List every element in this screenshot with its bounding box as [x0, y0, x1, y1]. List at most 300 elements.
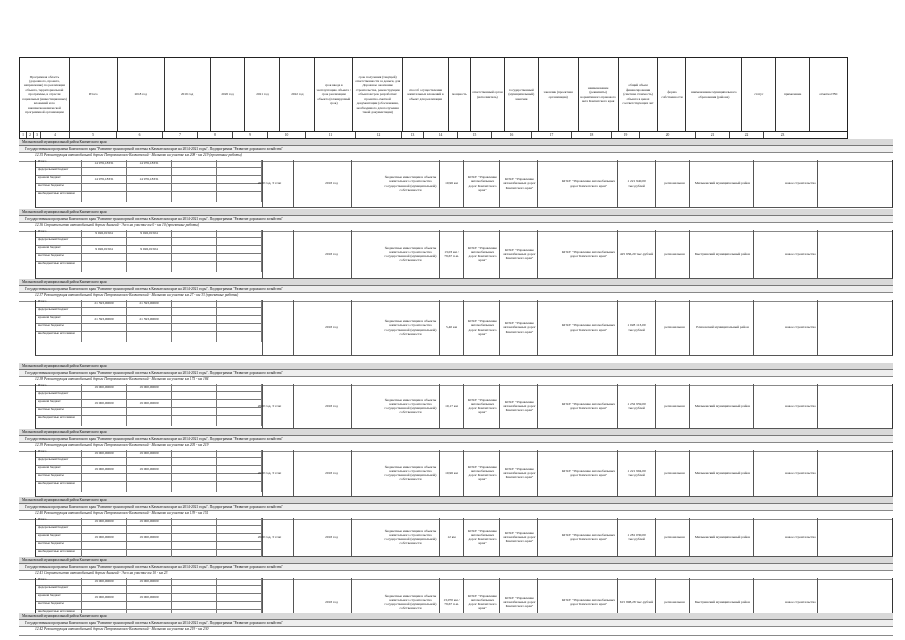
financing-row — [36, 602, 262, 610]
financing-2018 — [127, 602, 172, 609]
header-cell: статус — [742, 58, 776, 131]
financing-label: Итого — [36, 450, 82, 457]
status-cell: новое строительство — [784, 160, 818, 207]
financing-row — [36, 578, 262, 586]
header-cell: 2018 год — [118, 58, 165, 131]
column-number: 19 — [612, 132, 640, 138]
program-band: Государственная программа Камчатского края "Развитие транспортной системы в Камчатском крае на 2014-2021 годы". Подпрограмма "Развитие дорожного хозяйства" — [19, 564, 893, 571]
term-cell: 2020 год, 3 этап — [246, 450, 294, 496]
total-cost-cell: 1 232 959,00 тыс.рублей — [618, 384, 656, 428]
customer-org-cell: КГКУ "Управление автомобильных дорог Камчатского края" — [502, 578, 538, 626]
region-band: Мильковский муниципальный район Камчатского края — [19, 497, 893, 504]
financing-row — [36, 466, 262, 474]
financing-2018 — [127, 184, 172, 191]
financing-row — [36, 416, 262, 426]
financing-label: федеральный бюджет — [36, 526, 82, 533]
financing-2019 — [172, 602, 217, 609]
financing-label: Итого — [36, 300, 82, 307]
financing-label: Итого — [36, 578, 82, 585]
financing-total — [82, 392, 127, 399]
project-title: 12.35 Реконструкция автомобильной дороги Петропавловск-Камчатский - Мильково на участке км 208 - км 219 (проектные работы) — [19, 153, 893, 162]
investment-method-cell: бюджетные инвестиции в объекты капитального строительства государственной (муниципальной) собственности — [382, 384, 440, 428]
project-body — [35, 384, 893, 429]
financing-2019 — [172, 542, 217, 549]
financing-label: внебюджетные источники — [36, 550, 82, 560]
total-cost-cell: 1 221 940,00 тыс.рублей — [618, 160, 656, 207]
financing-total: 19 000,00000 — [82, 578, 127, 585]
financing-total — [82, 408, 127, 415]
financing-label: краевой бюджет — [36, 534, 82, 541]
total-cost-cell: 615 998,28 тыс.рублей — [618, 578, 656, 626]
project-title: 12.37 Реконструкция автомобильной дороги Петропавловск-Камчатский - Мильково на участке км 27 - км 33 (проектные работы) — [19, 293, 893, 302]
financing-total — [82, 238, 127, 245]
financing-label: федеральный бюджет — [36, 586, 82, 593]
financing-row — [36, 332, 262, 342]
project-section — [19, 613, 893, 636]
column-numbers-row — [19, 132, 848, 139]
financing-label: Итого — [36, 230, 82, 237]
design-year-cell: 2018 год — [312, 160, 352, 207]
column-number: 1 — [20, 132, 27, 138]
financing-2019 — [172, 534, 217, 541]
financing-2018: 19 000,00000 — [127, 594, 172, 601]
region-band: Мильковский муниципальный район Камчатского края — [19, 209, 893, 216]
header-cell: Итого — [70, 58, 118, 131]
financing-total — [82, 542, 127, 549]
financing-2018 — [127, 332, 172, 342]
financing-2019 — [172, 168, 217, 175]
customer-org-cell: КГКУ "Управление автомобильных дорог Камчатского края" — [502, 518, 538, 556]
column-number: 5 — [70, 132, 117, 138]
financing-label: местные бюджеты — [36, 184, 82, 191]
district-cell: Мильковский муниципальный район — [692, 384, 754, 428]
program-band: Государственная программа Камчатского края "Развитие транспортной системы в Камчатском крае на 2014-2021 годы". Подпрограмма "Развитие дорожного хозяйства" — [19, 620, 893, 627]
financing-row — [36, 246, 262, 254]
financing-2018 — [127, 526, 172, 533]
design-year-cell: 2018 год — [312, 578, 352, 626]
ownership-cell: региональная — [660, 578, 690, 626]
ownership-cell: региональная — [660, 518, 690, 556]
financing-label: краевой бюджет — [36, 316, 82, 323]
financing-total: 19 000,00000 — [82, 400, 127, 407]
financing-row — [36, 534, 262, 542]
financing-2018: 14 976,18331 — [127, 176, 172, 183]
region-band: Мильковский муниципальный район Камчатского края — [19, 139, 893, 146]
project-section — [19, 557, 893, 613]
financing-label: краевой бюджет — [36, 246, 82, 253]
program-band: Государственная программа Камчатского края "Развитие транспортной системы в Камчатском крае на 2014-2021 годы". Подпрограмма "Развитие дорожного хозяйства" — [19, 504, 893, 511]
financing-label: внебюджетные источники — [36, 416, 82, 426]
program-band: Государственная программа Камчатского края "Развитие транспортной системы в Камчатском крае на 2014-2021 годы". Подпрограмма "Развитие дорожного хозяйства" — [19, 286, 893, 293]
investment-method-cell: бюджетные инвестиции в объекты капитального строительства государственной (муниципальной) собственности — [382, 160, 440, 207]
project-body — [35, 450, 893, 497]
project-section — [19, 363, 893, 419]
design-year-cell: 2018 год — [312, 450, 352, 496]
financing-2019 — [172, 332, 217, 342]
legal-act-cell: КГКУ "Управление автомобильных дорог Камчатского края" — [560, 384, 618, 428]
financing-row — [36, 238, 262, 246]
financing-2018: 21 593,00000 — [127, 316, 172, 323]
financing-total: 14 976,18331 — [82, 176, 127, 183]
financing-label: Итого — [36, 384, 82, 391]
project-title: 12.41 Строительство автомобильной дороги Анавгай - Эссо на участке км 10 - км 23 — [19, 571, 893, 580]
financing-row — [36, 400, 262, 408]
financing-total — [82, 308, 127, 315]
investment-method-cell: бюджетные инвестиции в объекты капитального строительства государственной (муниципальной) собственности — [382, 230, 440, 278]
legal-act-cell: КГКУ "Управление автомобильных дорог Камчатского края" — [560, 518, 618, 556]
financing-total: 21 593,00000 — [82, 300, 127, 307]
financing-2018 — [127, 586, 172, 593]
capacity-cell: 10,96 км — [440, 160, 464, 207]
financing-row — [36, 594, 262, 602]
status-cell: новое строительство — [784, 518, 818, 556]
header-cell: форма собственности — [658, 58, 686, 131]
financing-label: местные бюджеты — [36, 602, 82, 609]
column-number: 13 — [402, 132, 424, 138]
financing-2019 — [172, 450, 217, 457]
project-section — [19, 429, 893, 485]
header-cell: 2020 год — [211, 58, 246, 131]
financing-total — [82, 474, 127, 481]
financing-total: 19 000,00000 — [82, 534, 127, 541]
responsible-org-cell: КГКУ "Управление автомобильных дорог Камчатского края" — [466, 518, 500, 556]
financing-label: внебюджетные источники — [36, 192, 82, 202]
financing-2018: 19 000,00000 — [127, 518, 172, 525]
financing-2019 — [172, 246, 217, 253]
financing-row — [36, 450, 262, 458]
column-number: 4 — [41, 132, 70, 138]
financing-2019 — [172, 254, 217, 261]
financing-total — [82, 526, 127, 533]
financing-2018 — [127, 416, 172, 426]
project-section — [19, 279, 893, 336]
investment-method-cell: бюджетные инвестиции в объекты капитального строительства государственной (муниципальной) собственности — [382, 578, 440, 626]
financing-total — [82, 586, 127, 593]
program-band: Государственная программа Камчатского края "Развитие транспортной системы в Камчатском крае на 2014-2021 годы". Подпрограмма "Развитие дорожного хозяйства" — [19, 436, 893, 443]
region-band: Мильковский муниципальный район Камчатского края — [19, 279, 893, 286]
responsible-org-cell: КГКУ "Управление автомобильных дорог Камчатского края" — [466, 230, 500, 278]
project-body — [35, 300, 893, 356]
financing-2019 — [172, 400, 217, 407]
total-cost-cell: 1 221 994,00 тыс.рублей — [618, 450, 656, 496]
financing-2019 — [172, 458, 217, 465]
column-number: 12 — [356, 132, 402, 138]
financing-2019 — [172, 176, 217, 183]
ownership-cell: региональная — [660, 450, 690, 496]
financing-row — [36, 384, 262, 392]
financing-2018: 19 000,00000 — [127, 578, 172, 585]
financing-row — [36, 482, 262, 492]
financing-2018 — [127, 542, 172, 549]
header-cell: мощность — [449, 58, 471, 131]
total-cost-cell: 425 936,20 тыс.рублей — [618, 230, 656, 278]
table-header — [19, 57, 848, 132]
financing-2019 — [172, 316, 217, 323]
financing-total — [82, 254, 127, 261]
financing-2019 — [172, 262, 217, 272]
financing-2019 — [172, 230, 217, 237]
financing-row — [36, 324, 262, 332]
financing-block — [36, 230, 263, 278]
financing-row — [36, 308, 262, 316]
project-body — [35, 518, 893, 557]
financing-2018 — [127, 408, 172, 415]
financing-label: местные бюджеты — [36, 408, 82, 415]
financing-2018 — [127, 192, 172, 202]
header-cell: государственный (муниципальный) заказчик — [505, 58, 539, 131]
status-cell: новое строительство — [784, 300, 818, 355]
financing-2018 — [127, 254, 172, 261]
capacity-cell: 5,40 км — [440, 300, 464, 355]
financing-row — [36, 176, 262, 184]
financing-2019 — [172, 160, 217, 167]
financing-total: 19 000,00000 — [82, 384, 127, 391]
financing-total — [82, 602, 127, 609]
financing-row — [36, 192, 262, 202]
financing-block — [36, 384, 263, 428]
financing-total — [82, 324, 127, 331]
region-band: Мильковский муниципальный район Камчатского края — [19, 429, 893, 436]
header-cell: наименование (реквизиты) нормативного правового акта Камчатского края — [579, 58, 619, 131]
financing-2019 — [172, 308, 217, 315]
district-cell: Быстринский муниципальный район — [692, 578, 754, 626]
column-number: 10 — [268, 132, 306, 138]
header-cell: срок ввода в эксплуатацию объекта / срок реализации объекта (планируемый срок) — [315, 58, 353, 131]
column-number: 3 — [34, 132, 41, 138]
financing-row — [36, 254, 262, 262]
financing-label: местные бюджеты — [36, 474, 82, 481]
financing-2018: 19 000,00000 — [127, 400, 172, 407]
financing-row — [36, 184, 262, 192]
header-cell: наименование муниципального образования (района) — [686, 58, 742, 131]
financing-2018 — [127, 392, 172, 399]
column-number: 7 — [163, 132, 198, 138]
financing-row — [36, 408, 262, 416]
financing-2018 — [127, 238, 172, 245]
financing-2019 — [172, 518, 217, 525]
financing-2018 — [127, 474, 172, 481]
financing-2018: 19 000,00000 — [127, 534, 172, 541]
region-band: Мильковский муниципальный район Камчатского края — [19, 613, 893, 620]
financing-total — [82, 262, 127, 272]
responsible-org-cell: КГКУ "Управление автомобильных дорог Камчатского края" — [466, 300, 500, 355]
column-number: 14 — [424, 132, 458, 138]
header-cell: 2019 год — [165, 58, 211, 131]
financing-label: краевой бюджет — [36, 594, 82, 601]
financing-row — [36, 168, 262, 176]
column-number: 16 — [492, 132, 532, 138]
financing-block — [36, 518, 263, 556]
project-title: 12.40 Реконструкция автомобильной дороги Петропавловск-Камчатский - Мильково на участке км 139 - км 151 — [19, 511, 893, 520]
term-cell: 2020 год, 3 этап — [246, 518, 294, 556]
project-title: 12.36 Строительство автомобильной дороги Анавгай - Эссо на участке км 0 - км 10 (проектные работы) — [19, 223, 893, 232]
ownership-cell: региональная — [660, 384, 690, 428]
financing-label: краевой бюджет — [36, 400, 82, 407]
column-number: 11 — [306, 132, 356, 138]
capacity-cell: 13,03 км / 79,67 п.м. — [440, 230, 464, 278]
header-cell: 2022 год — [280, 58, 315, 131]
financing-2018: 19 000,00000 — [127, 450, 172, 457]
design-year-cell: 2018 год — [312, 300, 352, 355]
financing-2018: 19 000,00000 — [127, 384, 172, 391]
financing-total — [82, 168, 127, 175]
capacity-cell: 13,070 км / 79,67 п.м. — [440, 578, 464, 626]
column-number: 2 — [27, 132, 34, 138]
financing-2018 — [127, 324, 172, 331]
financing-row — [36, 526, 262, 534]
financing-2019 — [172, 416, 217, 426]
status-cell: новое строительство — [784, 384, 818, 428]
term-cell: 2020 год, 3 этап — [246, 384, 294, 428]
financing-row — [36, 262, 262, 272]
region-band: Мильковский муниципальный район Камчатского края — [19, 363, 893, 370]
financing-total — [82, 192, 127, 202]
term-cell: 2020 год, 3 этап — [246, 160, 294, 207]
financing-total: 19 000,00000 — [82, 594, 127, 601]
financing-label: федеральный бюджет — [36, 308, 82, 315]
financing-label: Итого — [36, 518, 82, 525]
header-cell: примечание — [776, 58, 810, 131]
header-cell: отметка ГВС — [819, 92, 838, 97]
status-cell: новое строительство — [784, 578, 818, 626]
column-number: 17 — [532, 132, 572, 138]
financing-total: 9 026,01504 — [82, 246, 127, 253]
header-cell: заказчик (проектная организация) — [539, 58, 579, 131]
financing-2019 — [172, 586, 217, 593]
financing-label: федеральный бюджет — [36, 238, 82, 245]
term-cell — [246, 300, 294, 355]
financing-2019 — [172, 578, 217, 585]
financing-label: краевой бюджет — [36, 466, 82, 473]
financing-label: внебюджетные источники — [36, 482, 82, 492]
financing-2019 — [172, 466, 217, 473]
financing-label: местные бюджеты — [36, 324, 82, 331]
financing-row — [36, 474, 262, 482]
design-year-cell: 2018 год — [312, 230, 352, 278]
ownership-cell: региональная — [660, 160, 690, 207]
financing-2018: 9 026,01504 — [127, 246, 172, 253]
column-number: 22 — [730, 132, 764, 138]
customer-org-cell: КГКУ "Управление автомобильных дорог Камчатского края" — [502, 450, 538, 496]
project-title: 12.39 Реконструкция автомобильной дороги Петропавловск-Камчатский - Мильково на участке км 205 - км 219 — [19, 443, 893, 452]
responsible-org-cell: КГКУ "Управление автомобильных дорог Камчатского края" — [466, 384, 500, 428]
financing-label: федеральный бюджет — [36, 168, 82, 175]
financing-block — [36, 160, 263, 207]
financing-row — [36, 230, 262, 238]
financing-total — [82, 332, 127, 342]
financing-2019 — [172, 324, 217, 331]
program-band: Государственная программа Камчатского края "Развитие транспортной системы в Камчатском крае на 2014-2021 годы". Подпрограмма "Развитие дорожного хозяйства" — [19, 146, 893, 153]
column-number: 23 — [780, 133, 785, 137]
financing-2018 — [127, 308, 172, 315]
financing-2018 — [127, 458, 172, 465]
customer-org-cell: КГКУ "Управление автомобильных дорог Камчатского края" — [502, 300, 538, 355]
financing-row — [36, 300, 262, 308]
column-number: 15 — [458, 132, 492, 138]
status-cell: новое строительство — [784, 450, 818, 496]
financing-2019 — [172, 192, 217, 202]
legal-act-cell: КГКУ "Управление автомобильных дорог Камчатского края" — [560, 230, 618, 278]
project-title: 12.42 Реконструкция автомобильной дороги Петропавловск-Камчатский - Мильково на участке км 219 - км 230 — [19, 627, 893, 636]
financing-2019 — [172, 594, 217, 601]
header-cell: способ осуществления капитальных вложений в объект для реализации — [403, 58, 449, 131]
investment-method-cell: бюджетные инвестиции в объекты капитального строительства государственной (муниципальной) собственности — [382, 450, 440, 496]
ownership-cell: региональная — [660, 230, 690, 278]
financing-2018: 14 976,18331 — [127, 160, 172, 167]
financing-label: внебюджетные источники — [36, 332, 82, 342]
financing-2019 — [172, 474, 217, 481]
project-body — [35, 230, 893, 279]
total-cost-cell: 1 028 113,00 тыс.рублей — [618, 300, 656, 355]
financing-2018: 21 593,00000 — [127, 300, 172, 307]
financing-2019 — [172, 526, 217, 533]
district-cell: Быстринский муниципальный район — [692, 230, 754, 278]
financing-2019 — [172, 482, 217, 492]
design-year-cell: 2018 год — [312, 518, 352, 556]
term-cell — [246, 230, 294, 278]
column-number: 18 — [572, 132, 612, 138]
region-band: Мильковский муниципальный район Камчатского края — [19, 557, 893, 564]
investment-method-cell: бюджетные инвестиции в объекты капитального строительства государственной (муниципальной) собственности — [382, 518, 440, 556]
financing-2018: 19 000,00000 — [127, 466, 172, 473]
header-cell: общий объем финансирования (сметная стоимость) объекта в ценах соответствующих лет — [619, 58, 659, 131]
legal-act-cell: КГКУ "Управление автомобильных дорог Камчатского края" — [560, 450, 618, 496]
status-cell: новое строительство — [784, 230, 818, 278]
project-body — [35, 160, 893, 208]
legal-act-cell: КГКУ "Управление автомобильных дорог Камчатского края" — [560, 300, 618, 355]
financing-label: федеральный бюджет — [36, 458, 82, 465]
legal-act-cell: КГКУ "Управление автомобильных дорог Камчатского края" — [560, 578, 618, 626]
capacity-cell: 12 км — [440, 518, 464, 556]
customer-org-cell: КГКУ "Управление автомобильных дорог Камчатского края" — [502, 160, 538, 207]
financing-label: внебюджетные источники — [36, 610, 82, 620]
total-cost-cell: 1 281 030,00 тыс.рублей — [618, 518, 656, 556]
financing-total: 9 026,01504 — [82, 230, 127, 237]
capacity-cell: 10,17 км — [440, 384, 464, 428]
financing-label: краевой бюджет — [36, 176, 82, 183]
financing-2019 — [172, 238, 217, 245]
district-cell: Елизовский муниципальный район — [692, 300, 754, 355]
financing-label: внебюджетные источники — [36, 262, 82, 272]
financing-total — [82, 416, 127, 426]
financing-total: 21 593,00000 — [82, 316, 127, 323]
district-cell: Мильковский муниципальный район — [692, 450, 754, 496]
header-cell: Програмная область (дорожного, проекта, направление) по реализации объекта, территориальной программы, в отрасли социальных (инвестиционных) вложений и по внешнеэкономической программной организации — [20, 58, 70, 131]
responsible-org-cell: КГКУ "Управление автомобильных дорог Камчатского края" — [466, 160, 500, 207]
financing-2019 — [172, 184, 217, 191]
header-cell: 2021 год — [245, 58, 280, 131]
header-cell: срок получения (текущей) ответственности за деньги, для Дорожное окончание строительства, реконструкции объектов/срок разработки/ проектно-сметной документации (обоснования, необходимого для получения такой документации) — [353, 58, 403, 131]
financing-label: местные бюджеты — [36, 254, 82, 261]
financing-2018 — [127, 168, 172, 175]
design-year-cell: 2018 год — [312, 384, 352, 428]
financing-2018: 9 026,01504 — [127, 230, 172, 237]
financing-2019 — [172, 392, 217, 399]
ownership-cell: региональная — [660, 300, 690, 355]
district-cell: Мильковский муниципальный район — [692, 518, 754, 556]
financing-row — [36, 160, 262, 168]
project-section — [19, 209, 893, 265]
column-number: 9 — [233, 132, 268, 138]
project-section — [19, 139, 893, 195]
program-band: Государственная программа Камчатского края "Развитие транспортной системы в Камчатском крае на 2014-2021 годы". Подпрограмма "Развитие дорожного хозяйства" — [19, 370, 893, 377]
financing-label: Итого — [36, 160, 82, 167]
legal-act-cell: КГКУ "Управление автомобильных дорог Камчатского края" — [560, 160, 618, 207]
financing-block — [36, 450, 263, 496]
financing-total: 14 976,18331 — [82, 160, 127, 167]
project-section — [19, 497, 893, 553]
program-band: Государственная программа Камчатского края "Развитие транспортной системы в Камчатском крае на 2014-2021 годы". Подпрограмма "Развитие дорожного хозяйства" — [19, 216, 893, 223]
